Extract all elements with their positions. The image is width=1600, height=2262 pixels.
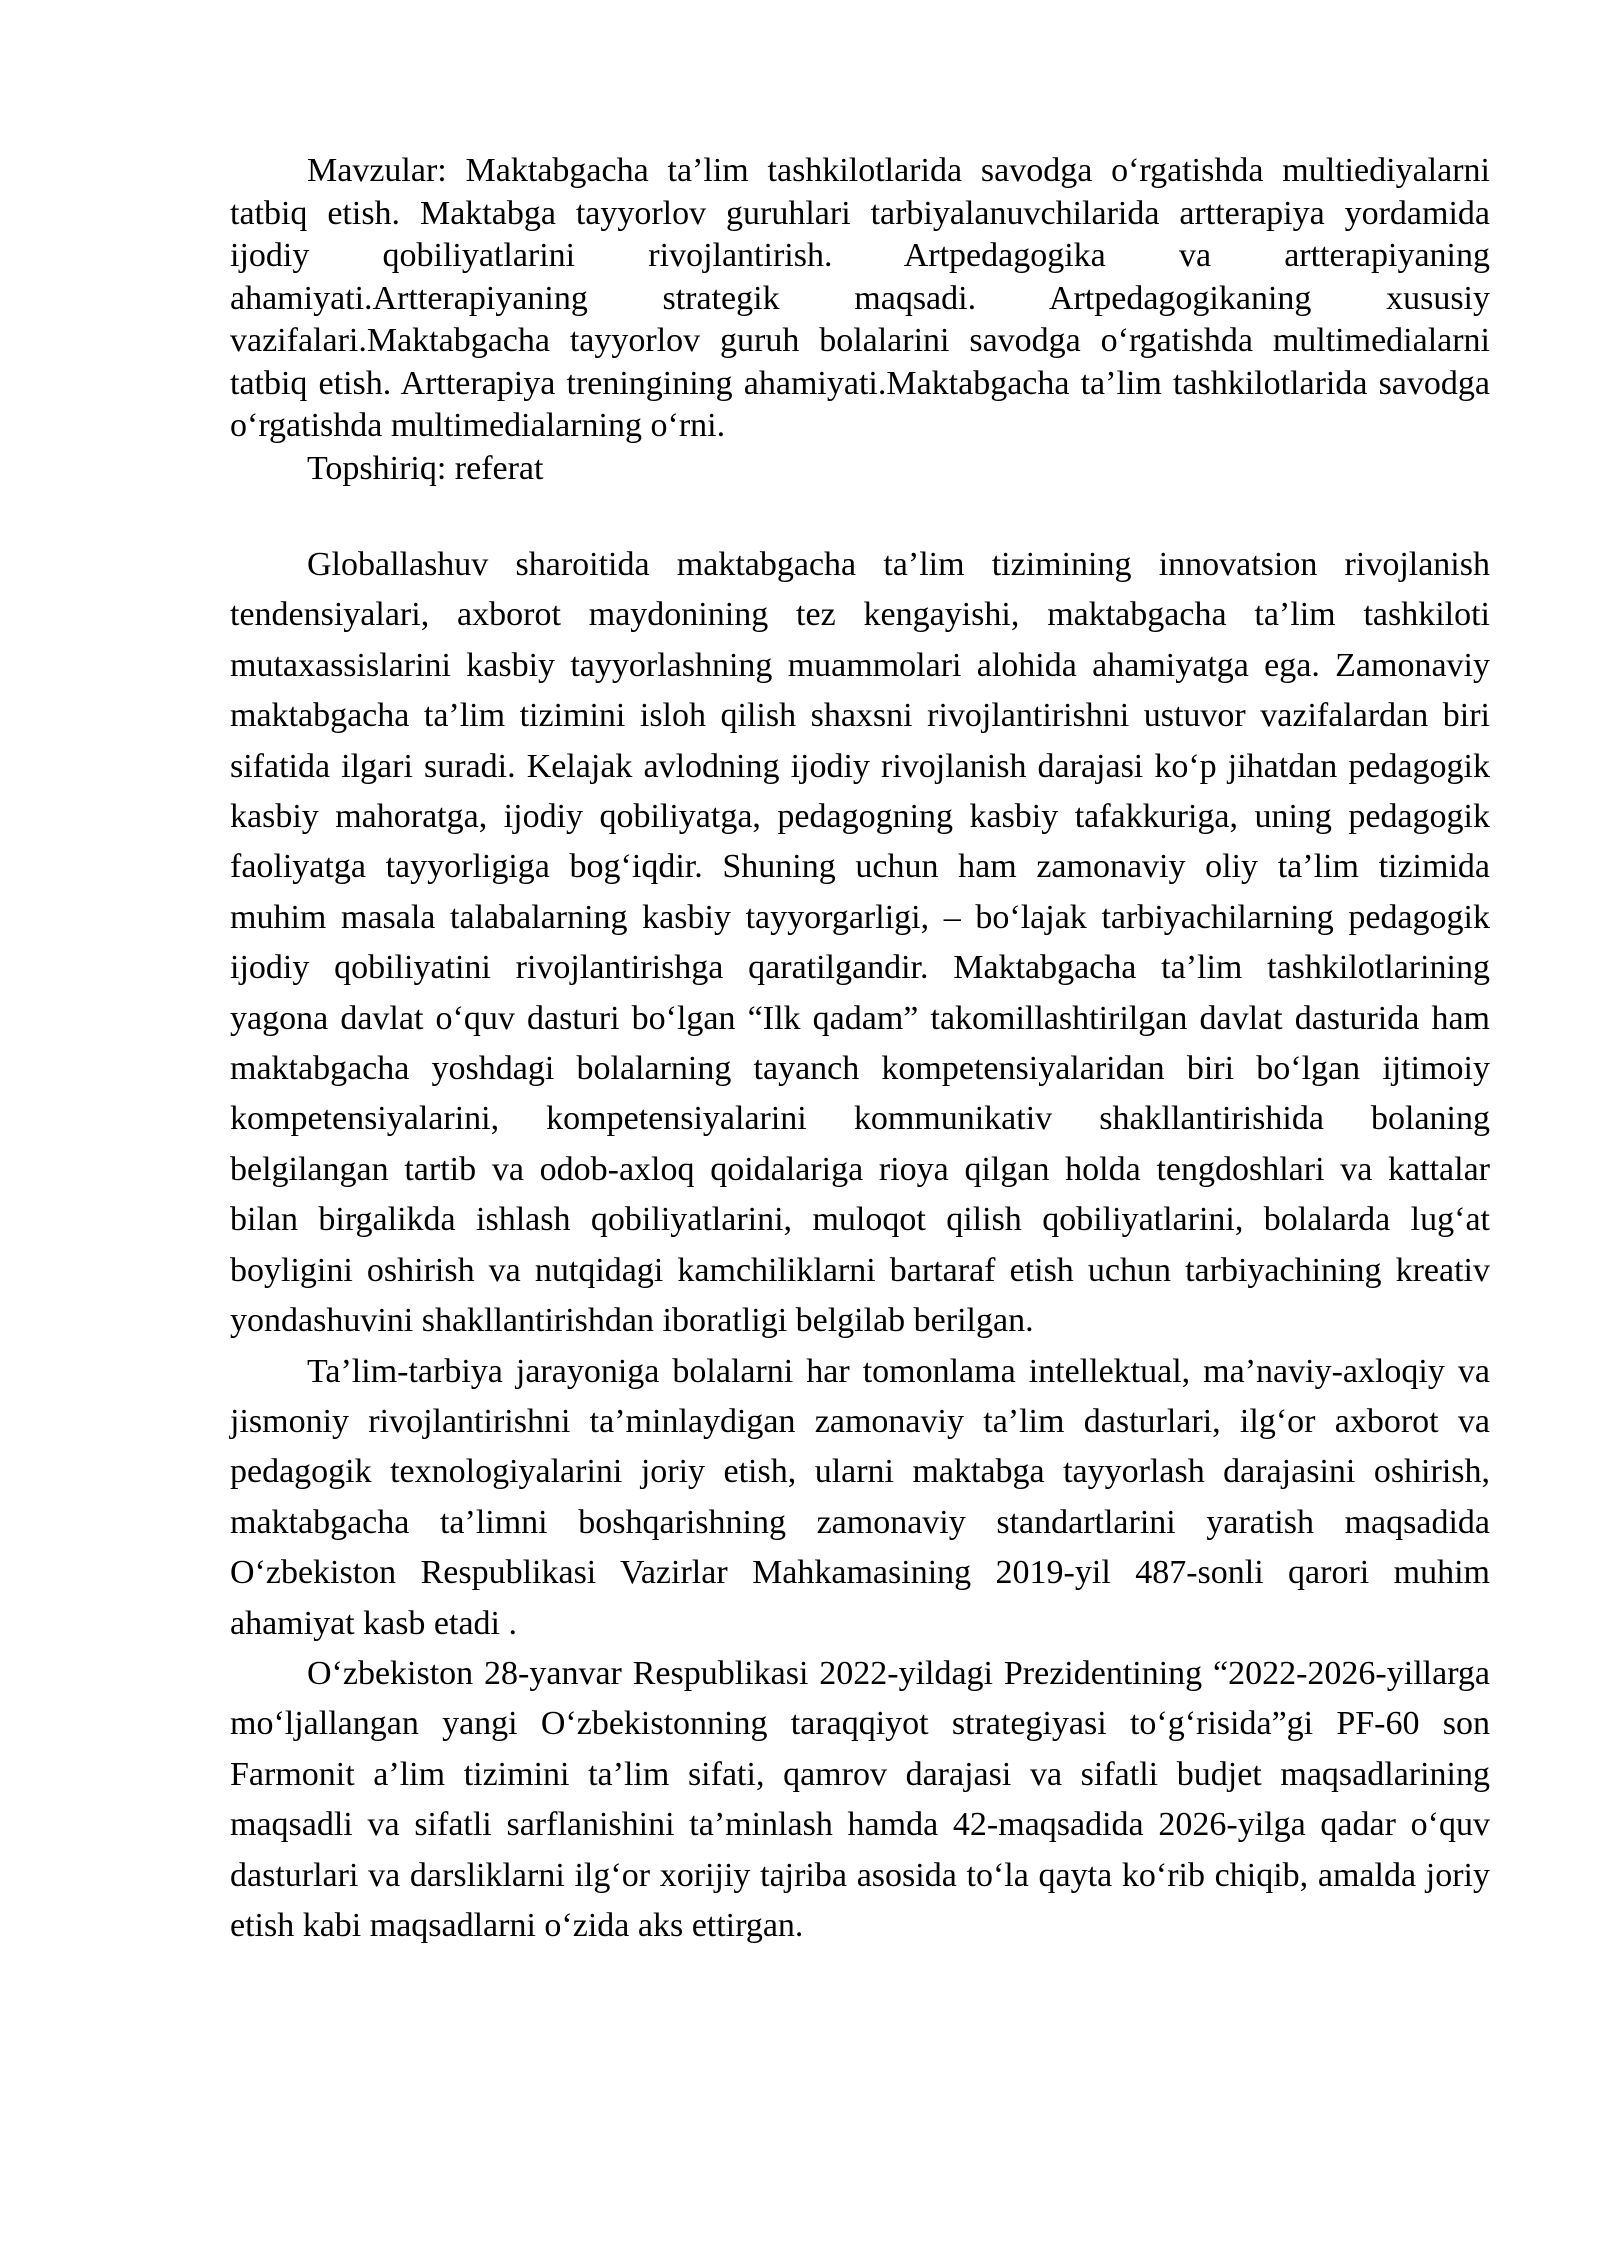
intro-section (230, 150, 1490, 490)
topics-paragraph: Mavzular: Maktabgacha ta’lim tashkilotlarida savodga o‘rgatishda multiediyalarni tatbiq etish. Maktabga tayyorlov guruhlari tarbiyalanuvchilarida artterapiya yordamida ijodiy qobiliyatlarini rivojlantirish. Artpedagogika va artterapiyaning ahamiyati.Artterapiyaning strategik maqsadi. Artpedagogikaning xususiy vazifalari.Maktabgacha tayyorlov guruh bolalarini savodga o‘rgatishda multimedialarni tatbiq etish. Artterapiya treningining ahamiyati.Maktabgacha ta’lim tashkilotlarida savodga o‘rgatishda multimedialarning o‘rni. (230, 152, 1490, 444)
body-paragraph-2: Ta’lim-tarbiya jarayoniga bolalarni har tomonlama intellektual, ma’naviy-axloqiy va jismoniy rivojlantirishni ta’minlaydigan zamonaviy ta’lim dasturlari, ilg‘or axborot va pedagogik texnologiyalarini joriy etish, ularni maktabga tayyorlash darajasini oshirish, maktabgacha ta’limni boshqarishning zamonaviy standartlarini yaratish maqsadida O‘zbekiston Respublikasi Vazirlar Mahkamasining 2019-yil 487-sonli qarori muhim ahamiyat kasb etadi . (230, 1352, 1490, 1642)
document-page (230, 150, 1490, 1951)
section-gap (230, 490, 1490, 540)
body-paragraph-3: O‘zbekiston 28-yanvar Respublikasi 2022-yildagi Prezidentining “2022-2026-yillarga mo‘ljallangan yangi O‘zbekistonning taraqqiyot strategiyasi to‘g‘risida”gi PF-60 son Farmonit a’lim tizimini ta’lim sifati, qamrov darajasi va sifatli budjet maqsadlarining maqsadli va sifatli sarflanishini ta’minlash hamda 42-maqsadida 2026-yilga qadar o‘quv dasturlari va darsliklarni ilg‘or xorijiy tajriba asosida to‘la qayta ko‘rib chiqib, amalda joriy etish kabi maqsadlarni o‘zida aks ettirgan. (230, 1654, 1490, 1944)
task-line: Topshiriq: referat (307, 449, 544, 487)
body-paragraph-1: Globallashuv sharoitida maktabgacha ta’lim tizimining innovatsion rivojlanish tendensiyalari, axborot maydonining tez kengayishi, maktabgacha ta’lim tashkiloti mutaxassislarini kasbiy tayyorlashning muammolari alohida ahamiyatga ega. Zamonaviy maktabgacha ta’lim tizimini isloh qilish shaxsni rivojlantirishni ustuvor vazifalardan biri sifatida ilgari suradi. Kelajak avlodning ijodiy rivojlanish darajasi ko‘p jihatdan pedagogik kasbiy mahoratga, ijodiy qobiliyatga, pedagogning kasbiy tafakkuriga, uning pedagogik faoliyatga tayyorligiga bog‘iqdir. Shuning uchun ham zamonaviy oliy ta’lim tizimida muhim masala talabalarning kasbiy tayyorgarligi, – bo‘lajak tarbiyachilarning pedagogik ijodiy qobiliyatini rivojlantirishga qaratilgandir. Maktabgacha ta’lim tashkilotlarining yagona davlat o‘quv dasturi bo‘lgan “Ilk qadam” takomillashtirilgan davlat dasturida ham maktabgacha yoshdagi bolalarning tayanch kompetensiyalaridan biri bo‘lgan ijtimoiy kompetensiyalarini, kompetensiyalarini kommunikativ shakllantirishida bolaning belgilangan tartib va odob-axloq qoidalariga rioya qilgan holda tengdoshlari va kattalar bilan birgalikda ishlash qobiliyatlarini, muloqot qilish qobiliyatlarini, bolalarda lug‘at boyligini oshirish va nutqidagi kamchiliklarni bartaraf etish uchun tarbiyachining kreativ yondashuvini shakllantirishdan iboratligi belgilab berilgan. (230, 546, 1490, 1340)
main-text-section (230, 540, 1490, 1951)
